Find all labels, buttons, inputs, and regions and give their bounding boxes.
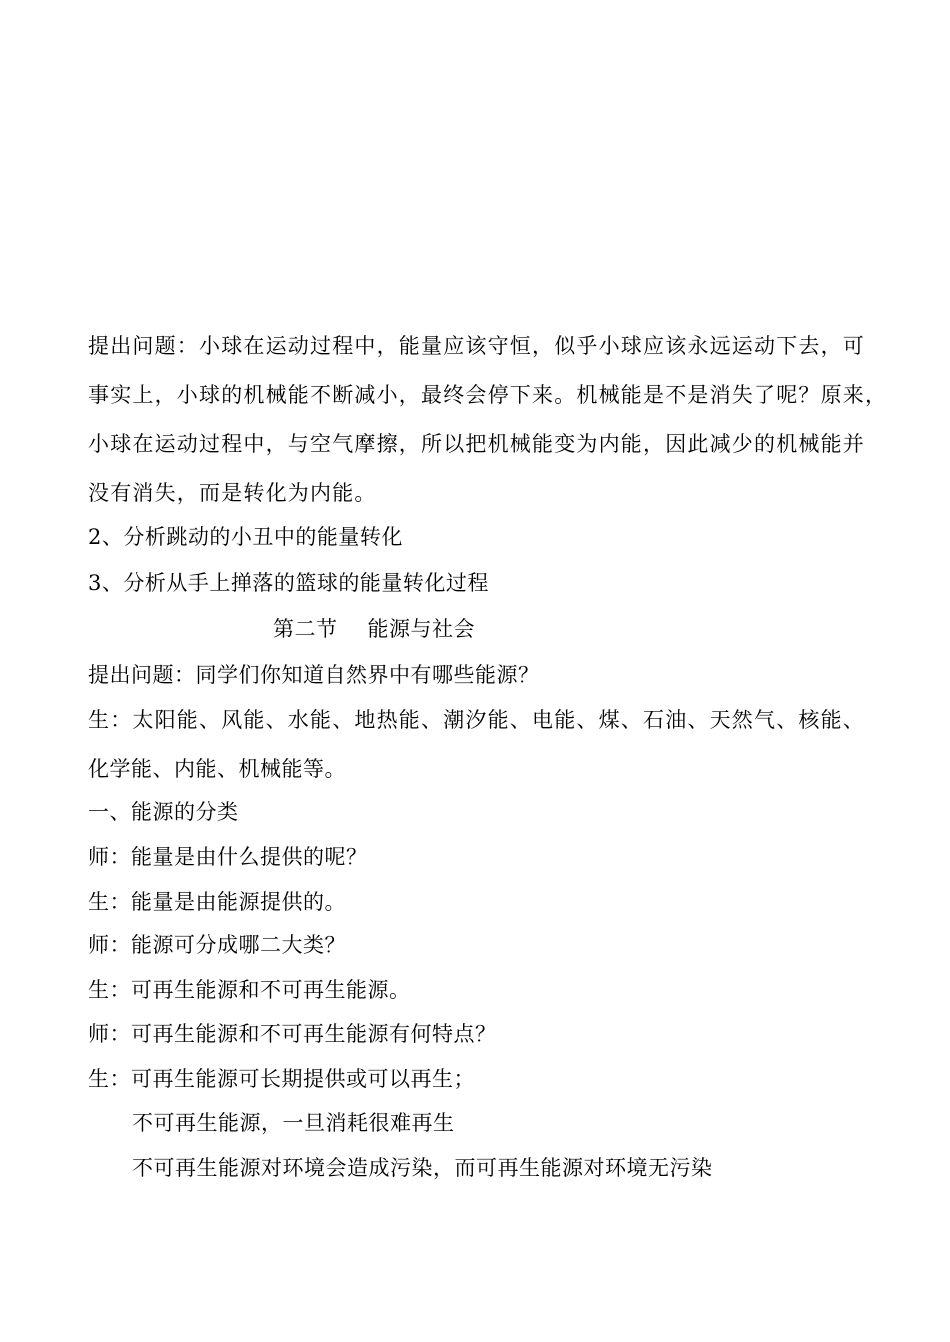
- paragraph-line: 事实上，小球的机械能不断减小，最终会停下来。机械能是不是消失了呢？原来，: [88, 383, 888, 407]
- indented-line: 不可再生能源，一旦消耗很难再生: [132, 1111, 455, 1135]
- dialogue-line: 生：可再生能源可长期提供或可以再生；: [88, 1067, 475, 1091]
- section-heading: [273, 616, 475, 642]
- dialogue-line: 生：能量是由能源提供的。: [88, 890, 346, 914]
- dialogue-line: 师：可再生能源和不可再生能源有何特点？: [88, 1022, 497, 1046]
- question-line: 提出问题：同学们你知道自然界中有哪些能源？: [88, 663, 540, 687]
- list-item: 3、分析从手上掸落的篮球的能量转化过程: [88, 571, 489, 595]
- section-number: 第二节: [273, 617, 338, 641]
- indented-line: 不可再生能源对环境会造成污染，而可再生能源对环境无污染: [132, 1156, 713, 1180]
- paragraph-line: 小球在运动过程中，与空气摩擦，所以把机械能变为内能，因此减少的机械能并: [88, 432, 865, 456]
- paragraph-line: 没有消失，而是转化为内能。: [88, 481, 377, 505]
- answer-line: 化学能、内能、机械能等。: [88, 757, 346, 781]
- dialogue-line: 师：能量是由什么提供的呢？: [88, 845, 368, 869]
- dialogue-line: 师：能源可分成哪二大类？: [88, 933, 346, 957]
- paragraph-line: 提出问题：小球在运动过程中，能量应该守恒，似乎小球应该永远运动下去，可: [88, 334, 865, 358]
- answer-line: 生：太阳能、风能、水能、地热能、潮汐能、电能、煤、石油、天然气、核能、: [88, 708, 865, 732]
- subheading: 一、能源的分类: [88, 800, 239, 824]
- list-item: 2、分析跳动的小丑中的能量转化: [88, 525, 403, 549]
- dialogue-line: 生：可再生能源和不可再生能源。: [88, 978, 411, 1002]
- section-title: 能源与社会: [367, 617, 475, 641]
